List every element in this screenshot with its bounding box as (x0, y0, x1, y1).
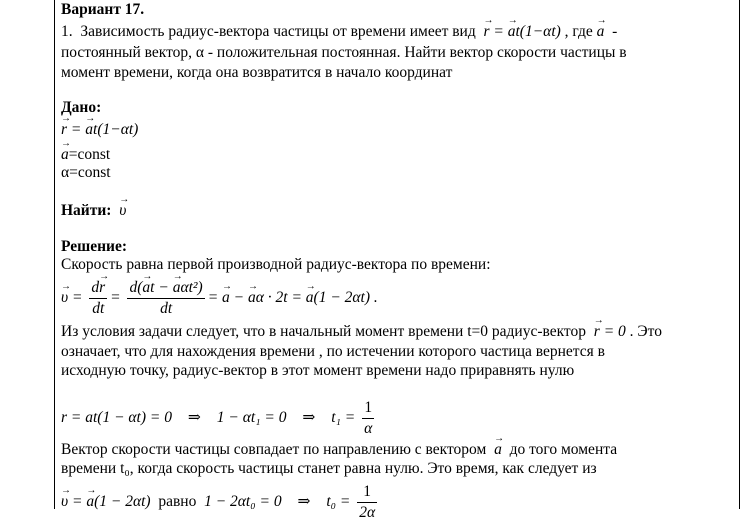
formula-a: → a (597, 23, 605, 40)
find-line: Найти: → υ (61, 201, 126, 221)
variant-title: Вариант 17. (61, 1, 145, 18)
return-time-equation: r = at(1 − αt) = 0 ⇒ 1 − αt₁ = 0 ⇒ t₁ = $\frac{1}{\alpha}$ (61, 399, 373, 437)
stop-time-equation: → υ = → a(1 − 2αt) равно 1 − 2αt₀ = 0 ⇒ t₀ = $\frac{1}{2\alpha}$ (61, 482, 380, 523)
solution-para-2-line-2: означает, что для нахождения времени , по истечении которого частица вернется в (61, 343, 605, 360)
given-heading: Дано: (61, 99, 102, 116)
problem-line-3: момент времени, когда она возвратится в начало координат (61, 64, 453, 81)
given-alpha-const: α=const (61, 164, 111, 181)
problem-line-2: постоянный вектор, α - положительная постоянная. Найти вектор скорости частицы в (61, 44, 627, 61)
solution-para-2-line-3: исходную точку, радиус-вектор в этот момент времени надо приравнять нулю (61, 362, 575, 379)
solution-para-3-line-1: Вектор скорости частицы совпадает по направлению с вектором → a до того момента (61, 440, 617, 460)
solution-line-1: Скорость равна первой производной радиус-вектора по времени: (61, 256, 491, 273)
solution-para-3-line-2: времени t₀, когда скорость частицы станет равна нулю. Это время, как следует из (61, 460, 597, 477)
solution-heading: Решение: (61, 238, 128, 255)
velocity-derivation: → υ = $\frac{d\to r}{dt}$ = $\frac{\text{d(→ at − → aαt²)}}{dt}$ = → a − → aα · 2t = → a(1 − 2αt) . (61, 278, 378, 319)
given-formula-r: → r = → at(1−αt) (61, 120, 138, 140)
given-a-const: → a=const (61, 145, 110, 165)
formula-r: → r = → at(1−αt) (480, 23, 561, 40)
solution-para-2-line-1: Из условия задачи следует, что в начальный момент времени t=0 радиус-вектор → r = 0 . Это (61, 322, 662, 342)
problem-line-1: 1. Зависимость радиус-вектора частицы от времени имеет вид → r = → at(1−αt) , где → a - (61, 22, 617, 42)
